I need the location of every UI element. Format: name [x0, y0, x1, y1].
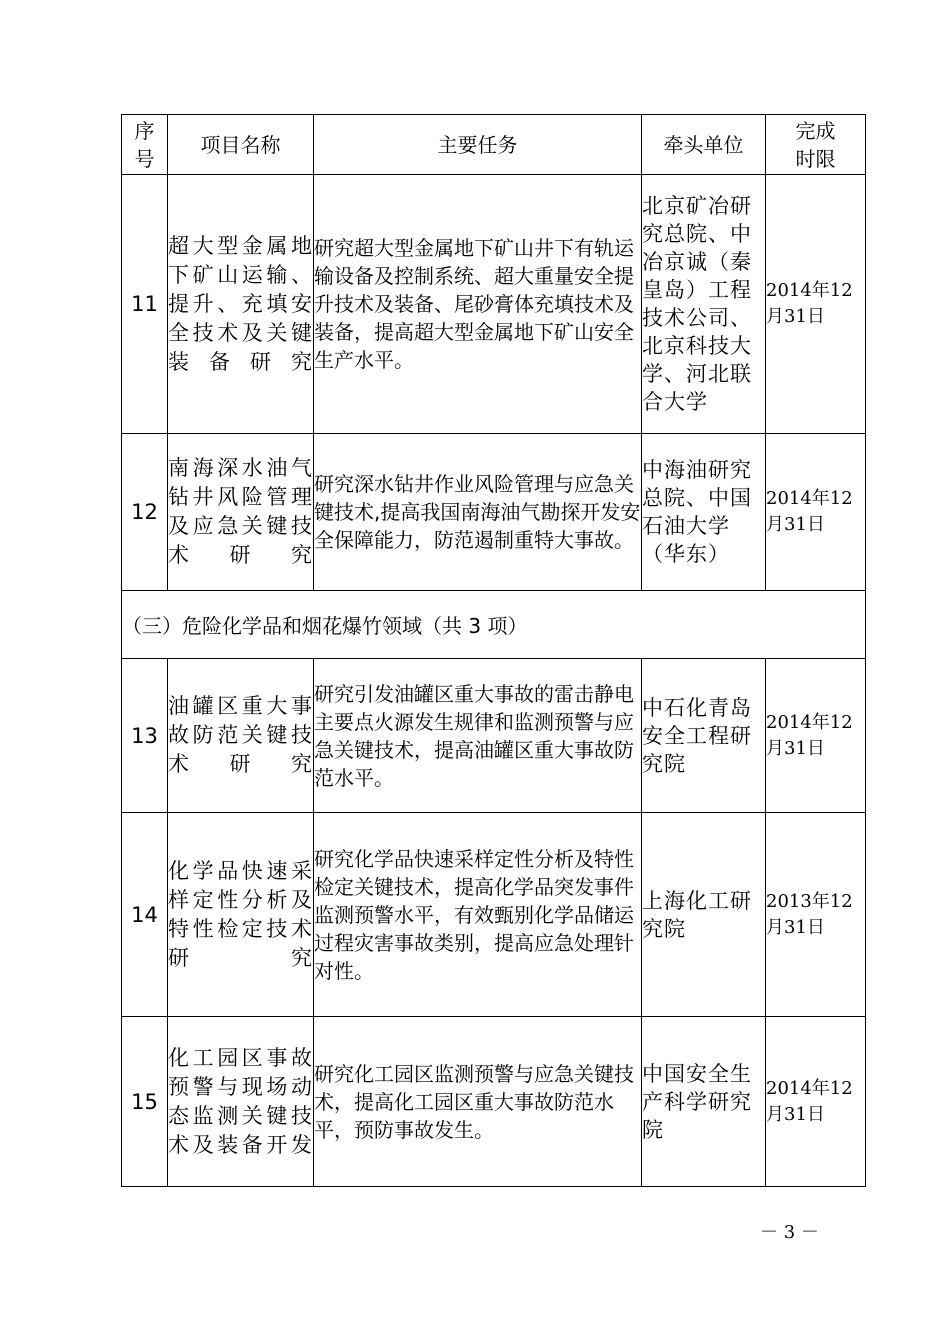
- table-row: [122, 434, 866, 591]
- row-lead-unit: 中石化青岛安全工程研究院: [642, 659, 766, 813]
- row-lead-unit: 北京矿冶研究总院、中冶京诚（秦皇岛）工程技术公司、北京科技大学、河北联合大学: [642, 175, 766, 434]
- table-row: [122, 175, 866, 434]
- row-project-name: 超大型金属地下矿山运输、提升、充填安全技术及关键装备研究: [168, 175, 314, 434]
- row-project-name: 化学品快速采样定性分析及特性检定技术研究: [168, 813, 314, 1017]
- table-row: [122, 1017, 866, 1187]
- row-seq: 11: [122, 175, 168, 434]
- row-project-name: 油罐区重大事故防范关键技术研究: [168, 659, 314, 813]
- row-main-task: 研究化学品快速采样定性分析及特性检定关键技术，提高化学品突发事件监测预警水平，有效甄别化学品储运过程灾害事故类别，提高应急处理针对性。: [314, 813, 642, 1017]
- row-deadline: 2014年12月31日: [766, 175, 866, 434]
- row-main-task: 研究化工园区监测预警与应急关键技术，提高化工园区重大事故防范水平，预防事故发生。: [314, 1017, 642, 1187]
- row-seq: 14: [122, 813, 168, 1017]
- header-name: 项目名称: [168, 115, 314, 175]
- table-row: [122, 813, 866, 1017]
- section-heading: （三）危险化学品和烟花爆竹领域（共 3 项）: [122, 591, 866, 659]
- row-seq: 15: [122, 1017, 168, 1187]
- header-deadline: 完成 时限: [766, 115, 866, 175]
- row-deadline: 2014年12月31日: [766, 1017, 866, 1187]
- row-deadline: 2013年12月31日: [766, 813, 866, 1017]
- row-project-name: 南海深水油气钻井风险管理及应急关键技术研究: [168, 434, 314, 591]
- row-main-task: 研究引发油罐区重大事故的雷击静电主要点火源发生规律和监测预警与应急关键技术，提高油罐区重大事故防范水平。: [314, 659, 642, 813]
- row-seq: 12: [122, 434, 168, 591]
- row-lead-unit: 中海油研究总院、中国石油大学（华东）: [642, 434, 766, 591]
- section-row: [122, 591, 866, 659]
- row-project-name: 化工园区事故预警与现场动态监测关键技术及装备开发: [168, 1017, 314, 1187]
- row-deadline: 2014年12月31日: [766, 434, 866, 591]
- row-seq: 13: [122, 659, 168, 813]
- table-row: [122, 659, 866, 813]
- table-header-row: [122, 115, 866, 175]
- header-unit: 牵头单位: [642, 115, 766, 175]
- row-deadline: 2014年12月31日: [766, 659, 866, 813]
- row-main-task: 研究深水钻井作业风险管理与应急关键技术,提高我国南海油气勘探开发安全保障能力，防范遏制重特大事故。: [314, 434, 642, 591]
- row-lead-unit: 上海化工研究院: [642, 813, 766, 1017]
- header-seq: 序 号: [122, 115, 168, 175]
- header-task: 主要任务: [314, 115, 642, 175]
- page-number: － 3 －: [760, 1222, 819, 1243]
- row-main-task: 研究超大型金属地下矿山井下有轨运输设备及控制系统、超大重量安全提升技术及装备、尾砂膏体充填技术及装备，提高超大型金属地下矿山安全生产水平。: [314, 175, 642, 434]
- project-table: [121, 114, 866, 1187]
- row-lead-unit: 中国安全生产科学研究院: [642, 1017, 766, 1187]
